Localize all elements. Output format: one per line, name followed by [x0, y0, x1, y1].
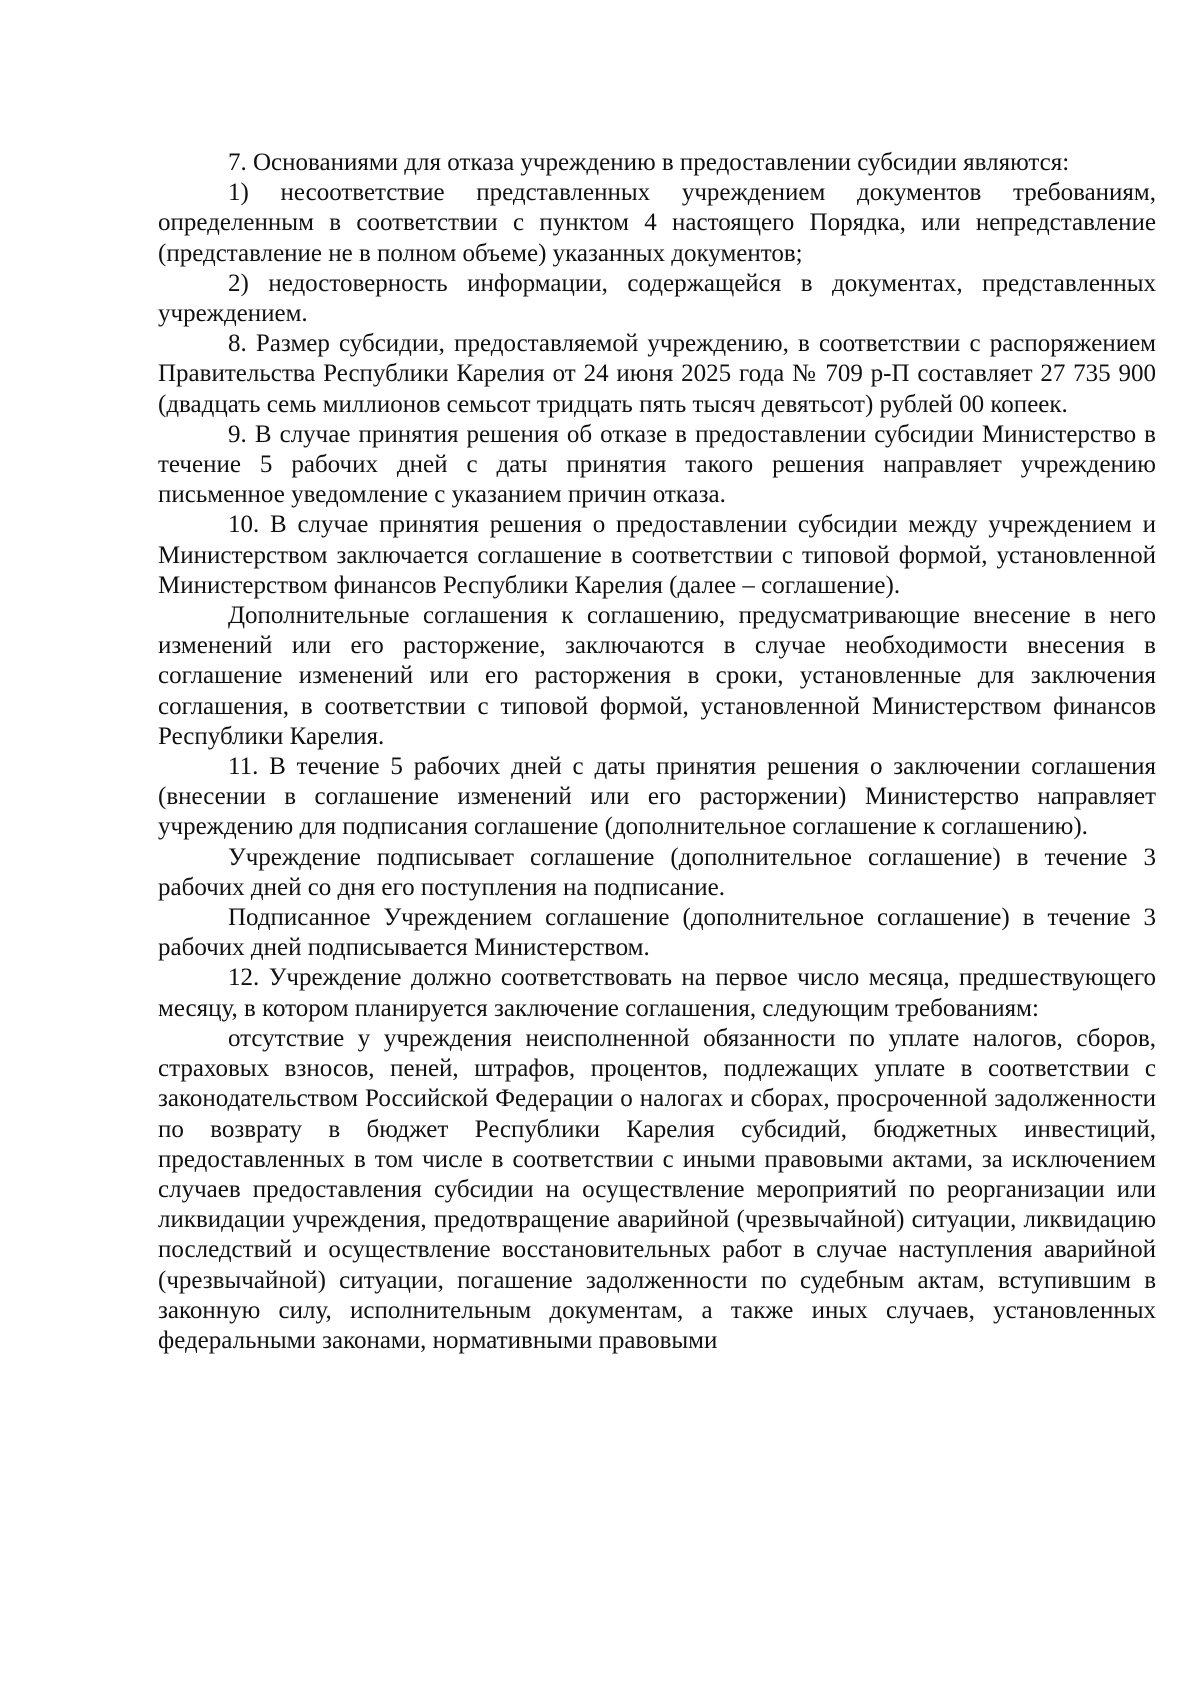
- paragraph-7-item-1: 1) несоответствие представленных учреждением документов требованиям, определенным в соответствии с пунктом 4 настоящего Порядка, или непредставление (представление не в полном объеме) указанных документов;: [158, 179, 1156, 267]
- document-page: [158, 148, 1156, 1356]
- paragraph-7-item-2: 2) недостоверность информации, содержащейся в документах, представленных учреждением.: [158, 269, 1156, 328]
- paragraph-11: 11. В течение 5 рабочих дней с даты принятия решения о заключении соглашения (внесении в соглашение изменений или его расторжении) Министерство направляет учреждению для подписания соглашение (дополнительное соглашение к соглашению).: [158, 753, 1156, 841]
- paragraph-11-signing: Учреждение подписывает соглашение (дополнительное соглашение) в течение 3 рабочих дней со дня его поступления на подписание.: [158, 843, 1156, 901]
- paragraph-12-requirement: отсутствие у учреждения неисполненной обязанности по уплате налогов, сборов, страховых взносов, пеней, штрафов, процентов, подлежащих уплате в соответствии с законодательством Российской Федерации о налогах и сборах, просроченной задолженности по возврату в бюджет Республики Карелия субсидий, бюджетных инвестиций, предоставленных в том числе в соответствии с иными правовыми актами, за исключением случаев предоставления субсидии на осуществление мероприятий по реорганизации или ликвидации учреждения, предотвращение аварийной (чрезвычайной) ситуации, ликвидацию последствий и осуществление восстановительных работ в случае наступления аварийной (чрезвычайной) ситуации, погашение задолженности по судебным актам, вступившим в законную силу, исполнительным документам, а также иных случаев, установленных федеральными законами, нормативными правовыми: [158, 1024, 1156, 1354]
- paragraph-10-supplementary: Дополнительные соглашения к соглашению, предусматривающие внесение в него изменений или его расторжение, заключаются в случае необходимости внесения в соглашение изменений или его расторжения в сроки, установленные для заключения соглашения, в соответствии с типовой формой, установленной Министерством финансов Республики Карелия.: [158, 602, 1156, 750]
- paragraph-7: 7. Основаниями для отказа учреждению в предоставлении субсидии являются:: [228, 149, 1070, 176]
- paragraph-12: 12. Учреждение должно соответствовать на первое число месяца, предшествующего месяцу, в котором планируется заключение соглашения, следующим требованиям:: [158, 964, 1156, 1022]
- paragraph-9: 9. В случае принятия решения об отказе в предоставлении субсидии Министерство в течение 5 рабочих дней с даты принятия такого решения направляет учреждению письменное уведомление с указанием причин отказа.: [158, 420, 1156, 509]
- paragraph-11-ministry-signing: Подписанное Учреждением соглашение (дополнительное соглашение) в течение 3 рабочих дней подписывается Министерством.: [158, 904, 1156, 962]
- paragraph-8: 8. Размер субсидии, предоставляемой учреждению, в соответствии с распоряжением Правительства Республики Карелия от 24 июня 2025 года № 709 р-П составляет 27 735 900 (двадцать семь миллионов семьсот тридцать пять тысяч девятьсот) рублей 00 копеек.: [158, 330, 1156, 418]
- paragraph-10: 10. В случае принятия решения о предоставлении субсидии между учреждением и Министерством заключается соглашение в соответствии с типовой формой, установленной Министерством финансов Республики Карелия (далее – соглашение).: [158, 511, 1156, 599]
